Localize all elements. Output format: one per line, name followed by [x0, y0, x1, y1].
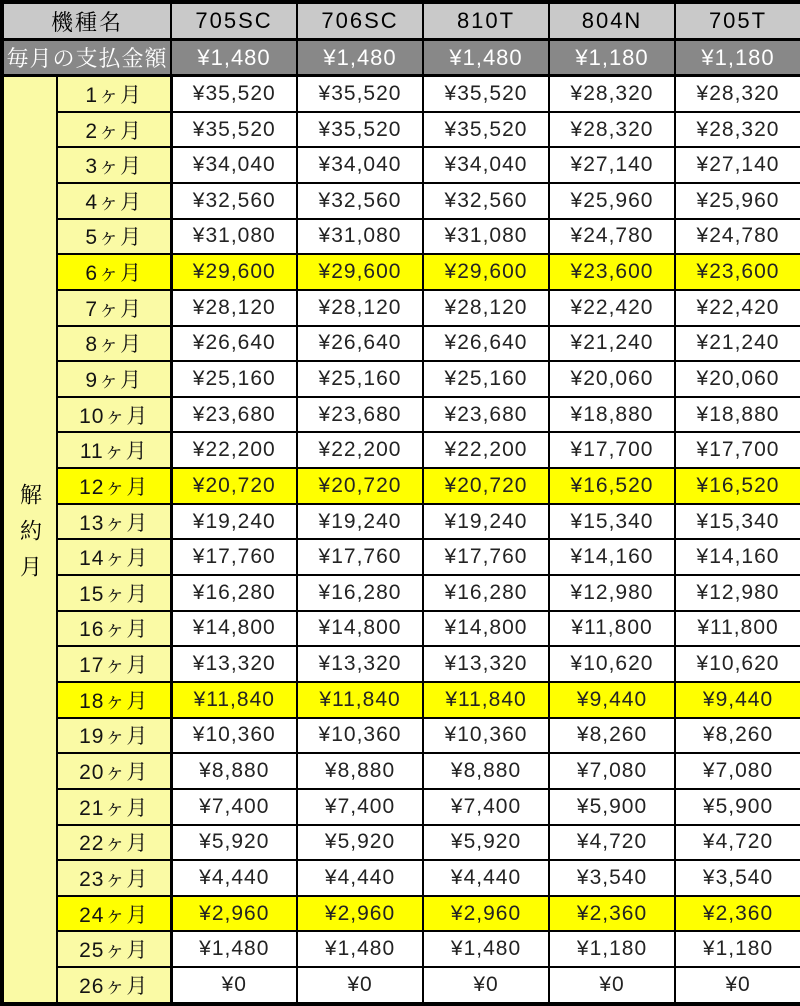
fee-value: ¥16,520 — [675, 468, 800, 504]
month-label: 22ヶ月 — [57, 825, 171, 861]
table-row — [2, 432, 800, 468]
model-name-header: 機種名 — [2, 2, 171, 40]
fee-value: ¥17,700 — [675, 432, 800, 468]
table-row — [2, 112, 800, 148]
table-row — [2, 682, 800, 718]
fee-value: ¥23,600 — [675, 254, 800, 290]
month-label: 21ヶ月 — [57, 789, 171, 825]
table-row — [2, 183, 800, 219]
fee-value: ¥20,060 — [549, 361, 675, 397]
table-row — [2, 326, 800, 362]
fee-value: ¥23,680 — [297, 397, 423, 433]
table-row — [2, 931, 800, 967]
fee-value: ¥18,880 — [675, 397, 800, 433]
fee-value: ¥10,360 — [171, 718, 297, 754]
fee-value: ¥25,160 — [171, 361, 297, 397]
fee-value: ¥16,280 — [423, 575, 549, 611]
month-label: 24ヶ月 — [57, 896, 171, 932]
table-row — [2, 611, 800, 647]
table-row — [2, 468, 800, 504]
fee-value: ¥2,960 — [297, 896, 423, 932]
fee-value: ¥16,280 — [297, 575, 423, 611]
fee-value: ¥2,360 — [549, 896, 675, 932]
fee-value: ¥27,140 — [675, 147, 800, 183]
fee-value: ¥0 — [171, 967, 297, 1004]
month-label: 26ヶ月 — [57, 967, 171, 1004]
month-label: 1ヶ月 — [57, 76, 171, 112]
fee-value: ¥7,400 — [423, 789, 549, 825]
fee-value: ¥13,320 — [423, 646, 549, 682]
fee-value: ¥31,080 — [171, 219, 297, 255]
table-row — [2, 753, 800, 789]
fee-value: ¥11,800 — [675, 611, 800, 647]
table-row — [2, 860, 800, 896]
fee-value: ¥2,960 — [171, 896, 297, 932]
table-row — [2, 147, 800, 183]
fee-value: ¥35,520 — [297, 76, 423, 112]
fee-value: ¥3,540 — [549, 860, 675, 896]
model-header-row — [2, 2, 800, 40]
fee-value: ¥12,980 — [675, 575, 800, 611]
fee-value: ¥28,320 — [549, 76, 675, 112]
fee-value: ¥34,040 — [171, 147, 297, 183]
fee-value: ¥8,880 — [423, 753, 549, 789]
fee-value: ¥20,720 — [171, 468, 297, 504]
monthly-payment-705sc: ¥1,480 — [171, 40, 297, 76]
fee-value: ¥31,080 — [297, 219, 423, 255]
table-row — [2, 896, 800, 932]
fee-value: ¥10,360 — [423, 718, 549, 754]
monthly-payment-label: 毎月の支払金額 — [2, 40, 171, 76]
fee-value: ¥1,480 — [171, 931, 297, 967]
fee-value: ¥0 — [423, 967, 549, 1004]
fee-value: ¥0 — [297, 967, 423, 1004]
fee-value: ¥25,160 — [297, 361, 423, 397]
month-label: 12ヶ月 — [57, 468, 171, 504]
fee-value: ¥34,040 — [423, 147, 549, 183]
fee-value: ¥16,520 — [549, 468, 675, 504]
fee-value: ¥4,720 — [549, 825, 675, 861]
fee-value: ¥28,120 — [297, 290, 423, 326]
fee-value: ¥10,360 — [297, 718, 423, 754]
month-label: 18ヶ月 — [57, 682, 171, 718]
fee-value: ¥2,960 — [423, 896, 549, 932]
fee-value: ¥11,840 — [171, 682, 297, 718]
table-row — [2, 646, 800, 682]
fee-value: ¥22,200 — [423, 432, 549, 468]
month-label: 9ヶ月 — [57, 361, 171, 397]
month-label: 10ヶ月 — [57, 397, 171, 433]
month-label: 4ヶ月 — [57, 183, 171, 219]
table-row — [2, 539, 800, 575]
fee-value: ¥26,640 — [423, 326, 549, 362]
fee-value: ¥28,120 — [171, 290, 297, 326]
fee-value: ¥35,520 — [423, 112, 549, 148]
fee-value: ¥26,640 — [297, 326, 423, 362]
monthly-payment-705t: ¥1,180 — [675, 40, 800, 76]
fee-value: ¥20,060 — [675, 361, 800, 397]
fee-value: ¥19,240 — [171, 504, 297, 540]
cancellation-month-axis-cell — [2, 76, 57, 1005]
fee-value: ¥34,040 — [297, 147, 423, 183]
fee-value: ¥17,760 — [171, 539, 297, 575]
table-row — [2, 825, 800, 861]
fee-value: ¥5,920 — [297, 825, 423, 861]
fee-value: ¥12,980 — [549, 575, 675, 611]
fee-value: ¥5,900 — [549, 789, 675, 825]
fee-value: ¥29,600 — [171, 254, 297, 290]
fee-value: ¥9,440 — [675, 682, 800, 718]
month-label: 11ヶ月 — [57, 432, 171, 468]
fee-value: ¥7,400 — [171, 789, 297, 825]
table-row — [2, 76, 800, 112]
fee-value: ¥31,080 — [423, 219, 549, 255]
fee-value: ¥27,140 — [549, 147, 675, 183]
fee-value: ¥14,160 — [675, 539, 800, 575]
fee-value: ¥7,080 — [549, 753, 675, 789]
model-header-705sc: 705SC — [171, 2, 297, 40]
fee-value: ¥22,420 — [549, 290, 675, 326]
fee-value: ¥9,440 — [549, 682, 675, 718]
fee-value: ¥32,560 — [423, 183, 549, 219]
fee-value: ¥14,800 — [423, 611, 549, 647]
month-label: 23ヶ月 — [57, 860, 171, 896]
fee-value: ¥21,240 — [675, 326, 800, 362]
fee-value: ¥10,620 — [675, 646, 800, 682]
month-label: 17ヶ月 — [57, 646, 171, 682]
table-row — [2, 254, 800, 290]
fee-value: ¥25,160 — [423, 361, 549, 397]
table-row — [2, 361, 800, 397]
month-label: 20ヶ月 — [57, 753, 171, 789]
table-row — [2, 789, 800, 825]
fee-value: ¥4,720 — [675, 825, 800, 861]
fee-value: ¥28,320 — [675, 112, 800, 148]
month-label: 25ヶ月 — [57, 931, 171, 967]
fee-value: ¥22,420 — [675, 290, 800, 326]
fee-value: ¥1,480 — [423, 931, 549, 967]
month-label: 13ヶ月 — [57, 504, 171, 540]
month-label: 19ヶ月 — [57, 718, 171, 754]
table-row — [2, 290, 800, 326]
fee-value: ¥4,440 — [171, 860, 297, 896]
model-header-705t: 705T — [675, 2, 800, 40]
table-row — [2, 575, 800, 611]
fee-value: ¥7,400 — [297, 789, 423, 825]
fee-value: ¥17,760 — [423, 539, 549, 575]
month-label: 15ヶ月 — [57, 575, 171, 611]
fee-value: ¥28,320 — [549, 112, 675, 148]
fee-value: ¥23,680 — [423, 397, 549, 433]
fee-value: ¥10,620 — [549, 646, 675, 682]
fee-value: ¥1,180 — [675, 931, 800, 967]
fee-value: ¥4,440 — [297, 860, 423, 896]
fee-value: ¥5,900 — [675, 789, 800, 825]
month-label: 5ヶ月 — [57, 219, 171, 255]
fee-value: ¥32,560 — [297, 183, 423, 219]
cancellation-month-axis-label: 解約月 — [17, 483, 43, 591]
fee-value: ¥22,200 — [171, 432, 297, 468]
month-label: 7ヶ月 — [57, 290, 171, 326]
table-row — [2, 504, 800, 540]
fee-value: ¥21,240 — [549, 326, 675, 362]
fee-value: ¥3,540 — [675, 860, 800, 896]
table-row — [2, 219, 800, 255]
fee-value: ¥24,780 — [675, 219, 800, 255]
month-label: 2ヶ月 — [57, 112, 171, 148]
fee-value: ¥8,880 — [297, 753, 423, 789]
month-label: 16ヶ月 — [57, 611, 171, 647]
model-header-706sc: 706SC — [297, 2, 423, 40]
fee-value: ¥20,720 — [297, 468, 423, 504]
fee-value: ¥1,180 — [549, 931, 675, 967]
fee-value: ¥5,920 — [171, 825, 297, 861]
fee-value: ¥14,800 — [171, 611, 297, 647]
fee-value: ¥35,520 — [171, 76, 297, 112]
monthly-payment-706sc: ¥1,480 — [297, 40, 423, 76]
table-row — [2, 397, 800, 433]
month-label: 14ヶ月 — [57, 539, 171, 575]
month-label: 3ヶ月 — [57, 147, 171, 183]
fee-value: ¥23,600 — [549, 254, 675, 290]
fee-value: ¥2,360 — [675, 896, 800, 932]
fee-value: ¥28,120 — [423, 290, 549, 326]
fee-value: ¥5,920 — [423, 825, 549, 861]
month-label: 6ヶ月 — [57, 254, 171, 290]
fee-value: ¥13,320 — [297, 646, 423, 682]
fee-value: ¥18,880 — [549, 397, 675, 433]
fee-value: ¥23,680 — [171, 397, 297, 433]
fee-value: ¥19,240 — [423, 504, 549, 540]
fee-value: ¥7,080 — [675, 753, 800, 789]
table-row — [2, 718, 800, 754]
fee-value: ¥28,320 — [675, 76, 800, 112]
model-header-810t: 810T — [423, 2, 549, 40]
fee-value: ¥0 — [675, 967, 800, 1004]
fee-value: ¥25,960 — [675, 183, 800, 219]
fee-value: ¥20,720 — [423, 468, 549, 504]
fee-value: ¥24,780 — [549, 219, 675, 255]
fee-value: ¥35,520 — [297, 112, 423, 148]
fee-value: ¥29,600 — [297, 254, 423, 290]
fee-value: ¥14,160 — [549, 539, 675, 575]
monthly-payment-804n: ¥1,180 — [549, 40, 675, 76]
model-header-804n: 804N — [549, 2, 675, 40]
fee-value: ¥1,480 — [297, 931, 423, 967]
fee-value: ¥32,560 — [171, 183, 297, 219]
monthly-payment-810t: ¥1,480 — [423, 40, 549, 76]
table-row — [2, 967, 800, 1004]
fee-value: ¥17,700 — [549, 432, 675, 468]
fee-value: ¥19,240 — [297, 504, 423, 540]
fee-value: ¥25,960 — [549, 183, 675, 219]
table-body — [2, 76, 800, 1005]
fee-value: ¥8,880 — [171, 753, 297, 789]
month-label: 8ヶ月 — [57, 326, 171, 362]
fee-value: ¥11,840 — [423, 682, 549, 718]
fee-value: ¥4,440 — [423, 860, 549, 896]
fee-value: ¥11,840 — [297, 682, 423, 718]
fee-value: ¥15,340 — [675, 504, 800, 540]
fee-value: ¥8,260 — [675, 718, 800, 754]
fee-value: ¥29,600 — [423, 254, 549, 290]
fee-value: ¥22,200 — [297, 432, 423, 468]
fee-value: ¥14,800 — [297, 611, 423, 647]
fee-value: ¥15,340 — [549, 504, 675, 540]
fee-value: ¥35,520 — [171, 112, 297, 148]
fee-value: ¥17,760 — [297, 539, 423, 575]
fee-value: ¥0 — [549, 967, 675, 1004]
fee-value: ¥13,320 — [171, 646, 297, 682]
fee-value: ¥16,280 — [171, 575, 297, 611]
fee-value: ¥8,260 — [549, 718, 675, 754]
fee-value: ¥26,640 — [171, 326, 297, 362]
monthly-payment-row — [2, 40, 800, 76]
fee-value: ¥35,520 — [423, 76, 549, 112]
fee-value: ¥11,800 — [549, 611, 675, 647]
